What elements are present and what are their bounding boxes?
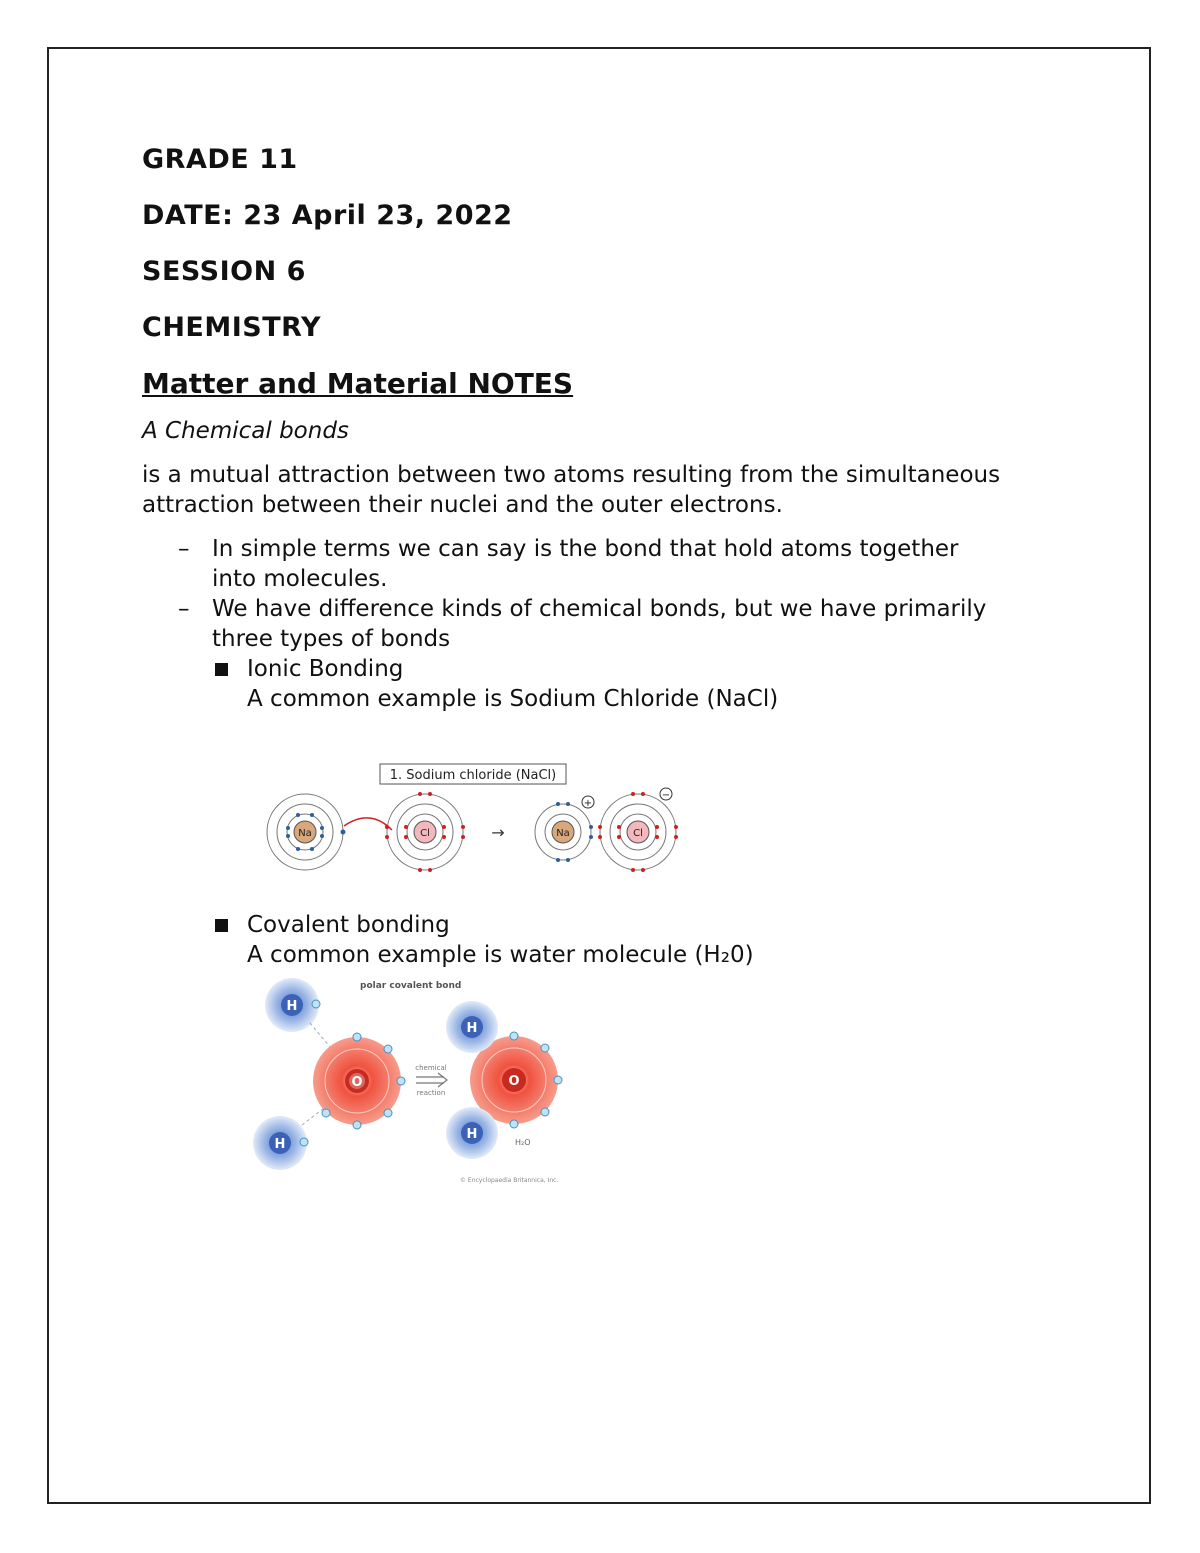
cl-ion-symbol: Cl [633, 828, 643, 839]
dash-marker: – [178, 536, 190, 562]
bullet-item [142, 534, 1002, 594]
ionic-figure-label: 1. Sodium chloride (NaCl) [389, 768, 557, 783]
hydrogen-atom-bottom [253, 1116, 308, 1170]
na-ion-symbol: Na [556, 828, 570, 839]
bullet-text: We have difference kinds of chemical bonds, but we have primarily three types of bonds [212, 596, 987, 652]
definition-paragraph: is a mutual attraction between two atoms resulting from the simultaneous attraction between their nuclei and the outer electrons. [142, 462, 1001, 518]
na-symbol: Na [298, 828, 312, 839]
product-label: H₂O [515, 1138, 531, 1147]
bond-type-covalent [142, 910, 1002, 970]
chloride-ion [598, 788, 678, 872]
sodium-atom [267, 794, 346, 870]
water-molecule [446, 1001, 562, 1159]
bond-type-name: Covalent bonding [247, 912, 450, 938]
oxygen-atom [313, 1033, 405, 1129]
bond-type-ionic [142, 654, 1002, 714]
bond-type-example: A common example is Sodium Chloride (NaCl) [247, 686, 779, 712]
h-symbol: H [274, 1137, 286, 1152]
double-arrow-icon [416, 1073, 447, 1087]
sodium-ion [535, 796, 594, 862]
h-symbol: H [466, 1127, 478, 1142]
electron-transfer-arrow [344, 818, 392, 830]
arrow-caption-top: chemical [415, 1064, 447, 1072]
image-credit: © Encyclopaedia Britannica, Inc. [460, 1177, 559, 1184]
document-body [142, 140, 1002, 714]
bond-type-name: Ionic Bonding [247, 656, 404, 682]
covalent-figure-label: polar covalent bond [360, 981, 462, 991]
session-heading: SESSION 6 [142, 256, 306, 287]
notes-title: Matter and Material NOTES [142, 367, 574, 400]
covalent-bond-figure [250, 975, 580, 1190]
ionic-bond-figure [260, 760, 690, 880]
square-bullet-icon [215, 919, 228, 932]
cl-symbol: Cl [420, 828, 430, 839]
bullet-text: In simple terms we can say is the bond that hold atoms together into molecules. [212, 536, 959, 592]
dash-marker: – [178, 596, 190, 622]
reaction-arrow: → [491, 823, 505, 842]
date-heading: DATE: 23 April 23, 2022 [142, 200, 513, 231]
bond-type-example: A common example is water molecule (H₂0) [247, 942, 754, 968]
bullet-item [142, 594, 1002, 654]
o-symbol: O [508, 1074, 520, 1089]
bullet-list [142, 534, 1002, 714]
square-bullet-icon [215, 663, 228, 676]
arrow-caption-bottom: reaction [416, 1089, 446, 1097]
negative-charge: − [661, 790, 671, 801]
hydrogen-atom-top [265, 978, 320, 1032]
chlorine-atom [385, 792, 465, 872]
h-symbol: H [466, 1021, 478, 1036]
h-symbol: H [286, 999, 298, 1014]
positive-charge: + [583, 798, 593, 809]
o-symbol: O [351, 1075, 363, 1090]
subject-heading: CHEMISTRY [142, 312, 321, 343]
term-heading: A Chemical bonds [142, 418, 349, 444]
grade-heading: GRADE 11 [142, 144, 298, 175]
covalent-section [142, 910, 1002, 970]
